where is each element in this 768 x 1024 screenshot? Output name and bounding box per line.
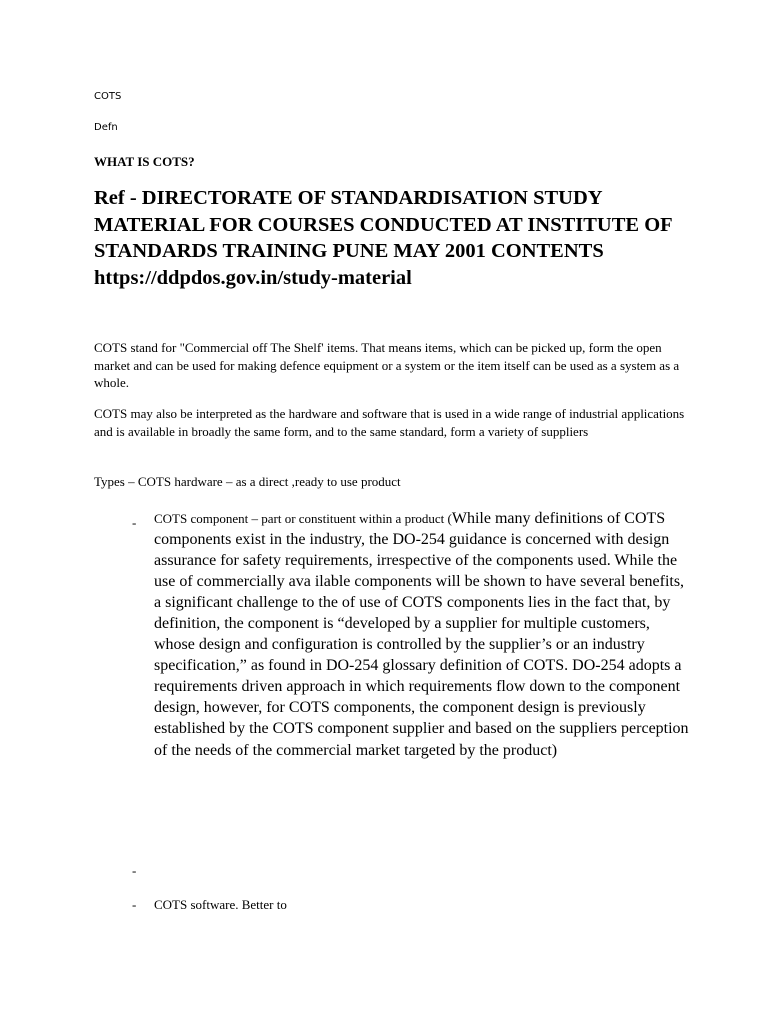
bullet-dash: -	[132, 515, 137, 530]
reference-title: Ref - DIRECTORATE OF STANDARDISATION STUDY MATERIAL FOR COURSES CONDUCTED AT INSTITUTE OF STANDARDS TRAINING PUNE MAY 2001 CONTENTS https://ddpdos.gov.in/study-material	[94, 187, 672, 289]
bullet-dash: -	[132, 897, 137, 912]
bullet-body: While many definitions of COTS components exist in the industry, the DO-254 guidance is concerned with design assurance for safety requirements, irrespective of the components used. While the use of commercially ava ilable components will be shown to have several benefits, a significant challenge to the of use of COTS components lies in the fact that, by definition, the component is “developed by a supplier for multiple customers, whose design and configuration is controlled by the supplier’s or an industry specification,” as found in DO-254 glossary definition of COTS. DO-254 adopts a requirements driven approach in which requirements flow down to the component design, however, for COTS components, the component design is previously established by the COTS component supplier and based on the suppliers perception of the needs of the commercial market targeted by the product)	[154, 510, 689, 759]
cots-software-bullet: COTS software. Better to	[154, 897, 287, 912]
cots-interpretation-paragraph: COTS may also be interpreted as the hardware and software that is used in a wide range of industrial applications and is available in broadly the same form, and to the same standard, form a variety of suppliers	[94, 406, 685, 439]
empty-bullet-dash: -	[132, 863, 137, 878]
bullet-intro: COTS component – part or constituent within a product (	[154, 511, 452, 526]
cots-label: COTS	[94, 91, 122, 102]
types-line: Types – COTS hardware – as a direct ,ready to use product	[94, 474, 401, 489]
cots-component-bullet	[154, 508, 694, 761]
what-is-cots-heading: WHAT IS COTS?	[94, 154, 195, 169]
defn-label: Defn	[94, 122, 118, 133]
cots-definition-paragraph: COTS stand for "Commercial off The Shelf' items. That means items, which can be picked up, form the open market and can be used for making defence equipment or a system or the item itself can be used as a system as a whole.	[94, 340, 680, 390]
